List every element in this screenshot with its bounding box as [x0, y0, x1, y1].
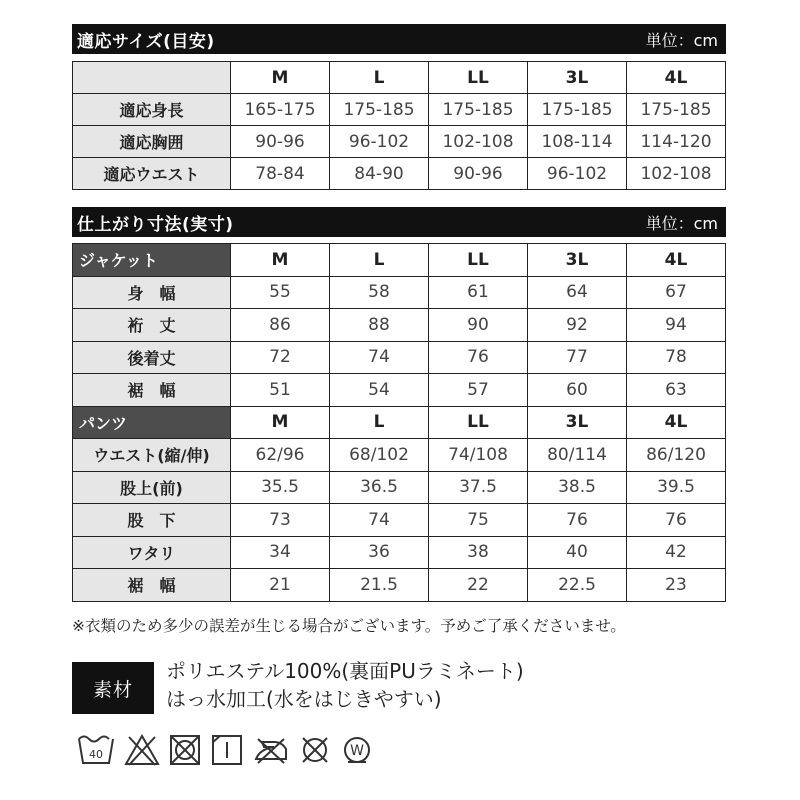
size-header: LL [429, 244, 528, 277]
row-label: 裾 幅 [73, 374, 231, 407]
table-cell: 108-114 [528, 126, 627, 158]
wash-40-icon [76, 733, 116, 767]
table-row [73, 569, 726, 602]
table-cell: 23 [627, 569, 726, 602]
table-cell: 92 [528, 309, 627, 342]
fit-size-title: 適応サイズ(目安) [77, 31, 215, 52]
table-cell: 67 [627, 276, 726, 309]
table-cell: 78 [627, 341, 726, 374]
table-cell: 36 [330, 536, 429, 569]
row-label: 適応ウエスト [73, 158, 231, 190]
table-row [73, 374, 726, 407]
row-label: 適応身長 [73, 94, 231, 126]
row-label: ワタリ [73, 536, 231, 569]
table-cell: 76 [627, 504, 726, 537]
no-iron-icon [252, 733, 290, 767]
corner-cell [73, 62, 231, 94]
table-row [73, 536, 726, 569]
line-dry-icon [210, 733, 244, 767]
table-row [73, 158, 726, 190]
fit-size-unit: 単位：cm [645, 30, 718, 50]
table-row [73, 439, 726, 472]
pants-heading: パンツ [73, 406, 231, 439]
table-cell: 74 [330, 341, 429, 374]
table-cell: 96-102 [528, 158, 627, 190]
finish-size-title: 仕上がり寸法(実寸) [77, 214, 234, 235]
pants-header-row [73, 406, 726, 439]
care-icons [76, 733, 374, 767]
table-cell: 77 [528, 341, 627, 374]
fit-size-header-row [73, 62, 726, 94]
size-header: 4L [627, 62, 726, 94]
row-label: 股上(前) [73, 471, 231, 504]
table-row [73, 341, 726, 374]
table-row [73, 276, 726, 309]
table-cell: 36.5 [330, 471, 429, 504]
table-cell: 75 [429, 504, 528, 537]
material-label: 素材 [72, 662, 154, 714]
size-header: M [231, 406, 330, 439]
size-header: 4L [627, 406, 726, 439]
table-cell: 86/120 [627, 439, 726, 472]
table-cell: 22.5 [528, 569, 627, 602]
row-label: 裾 幅 [73, 569, 231, 602]
table-cell: 165-175 [231, 94, 330, 126]
size-header: L [330, 62, 429, 94]
table-cell: 64 [528, 276, 627, 309]
table-cell: 94 [627, 309, 726, 342]
fit-size-header [72, 24, 726, 54]
table-cell: 90-96 [429, 158, 528, 190]
table-cell: 62/96 [231, 439, 330, 472]
table-cell: 21.5 [330, 569, 429, 602]
table-cell: 22 [429, 569, 528, 602]
table-cell: 78-84 [231, 158, 330, 190]
table-cell: 38.5 [528, 471, 627, 504]
table-cell: 38 [429, 536, 528, 569]
table-cell: 61 [429, 276, 528, 309]
no-bleach-icon [124, 733, 160, 767]
no-tumble-dry-icon [168, 733, 202, 767]
table-cell: 76 [528, 504, 627, 537]
table-row [73, 471, 726, 504]
table-cell: 84-90 [330, 158, 429, 190]
table-cell: 60 [528, 374, 627, 407]
table-cell: 90 [429, 309, 528, 342]
table-cell: 39.5 [627, 471, 726, 504]
row-label: 裄 丈 [73, 309, 231, 342]
table-cell: 57 [429, 374, 528, 407]
table-cell: 63 [627, 374, 726, 407]
table-cell: 73 [231, 504, 330, 537]
disclaimer-note: ※衣類のため多少の誤差が生じる場合がございます。予めご了承くださいませ。 [72, 617, 626, 635]
table-cell: 175-185 [429, 94, 528, 126]
material-line-2: はっ水加工(水をはじきやすい) [166, 687, 442, 711]
size-header: LL [429, 62, 528, 94]
table-cell: 35.5 [231, 471, 330, 504]
table-cell: 88 [330, 309, 429, 342]
table-row [73, 126, 726, 158]
table-cell: 34 [231, 536, 330, 569]
wash-temp-label: 40 [89, 748, 103, 761]
table-cell: 54 [330, 374, 429, 407]
row-label: 適応胸囲 [73, 126, 231, 158]
table-cell: 55 [231, 276, 330, 309]
table-cell: 58 [330, 276, 429, 309]
table-cell: 102-108 [429, 126, 528, 158]
table-row [73, 309, 726, 342]
table-row [73, 504, 726, 537]
size-header: M [231, 244, 330, 277]
table-cell: 175-185 [330, 94, 429, 126]
table-cell: 51 [231, 374, 330, 407]
material-description [166, 657, 524, 713]
table-cell: 21 [231, 569, 330, 602]
table-cell: 96-102 [330, 126, 429, 158]
table-cell: 114-120 [627, 126, 726, 158]
table-cell: 68/102 [330, 439, 429, 472]
fit-size-table [72, 61, 726, 190]
table-cell: 74/108 [429, 439, 528, 472]
table-cell: 102-108 [627, 158, 726, 190]
finish-size-unit: 単位：cm [645, 213, 718, 233]
size-header: 4L [627, 244, 726, 277]
wet-clean-icon [340, 733, 374, 767]
finish-size-header [72, 207, 726, 237]
table-cell: 80/114 [528, 439, 627, 472]
finish-size-table [72, 243, 726, 602]
table-row [73, 94, 726, 126]
size-header: 3L [528, 406, 627, 439]
size-header: L [330, 244, 429, 277]
material-line-1: ポリエステル100%(裏面PUラミネート) [166, 659, 524, 683]
row-label: 後着丈 [73, 341, 231, 374]
table-cell: 86 [231, 309, 330, 342]
table-cell: 74 [330, 504, 429, 537]
jacket-header-row [73, 244, 726, 277]
table-cell: 76 [429, 341, 528, 374]
table-cell: 40 [528, 536, 627, 569]
size-header: 3L [528, 244, 627, 277]
table-cell: 90-96 [231, 126, 330, 158]
row-label: ウエスト(縮/伸) [73, 439, 231, 472]
size-header: 3L [528, 62, 627, 94]
table-cell: 175-185 [528, 94, 627, 126]
size-header: LL [429, 406, 528, 439]
no-dry-clean-icon [298, 733, 332, 767]
row-label: 股 下 [73, 504, 231, 537]
table-cell: 37.5 [429, 471, 528, 504]
table-cell: 175-185 [627, 94, 726, 126]
jacket-heading: ジャケット [73, 244, 231, 277]
size-header: M [231, 62, 330, 94]
table-cell: 42 [627, 536, 726, 569]
wet-clean-label: W [350, 743, 364, 759]
row-label: 身 幅 [73, 276, 231, 309]
size-header: L [330, 406, 429, 439]
table-cell: 72 [231, 341, 330, 374]
